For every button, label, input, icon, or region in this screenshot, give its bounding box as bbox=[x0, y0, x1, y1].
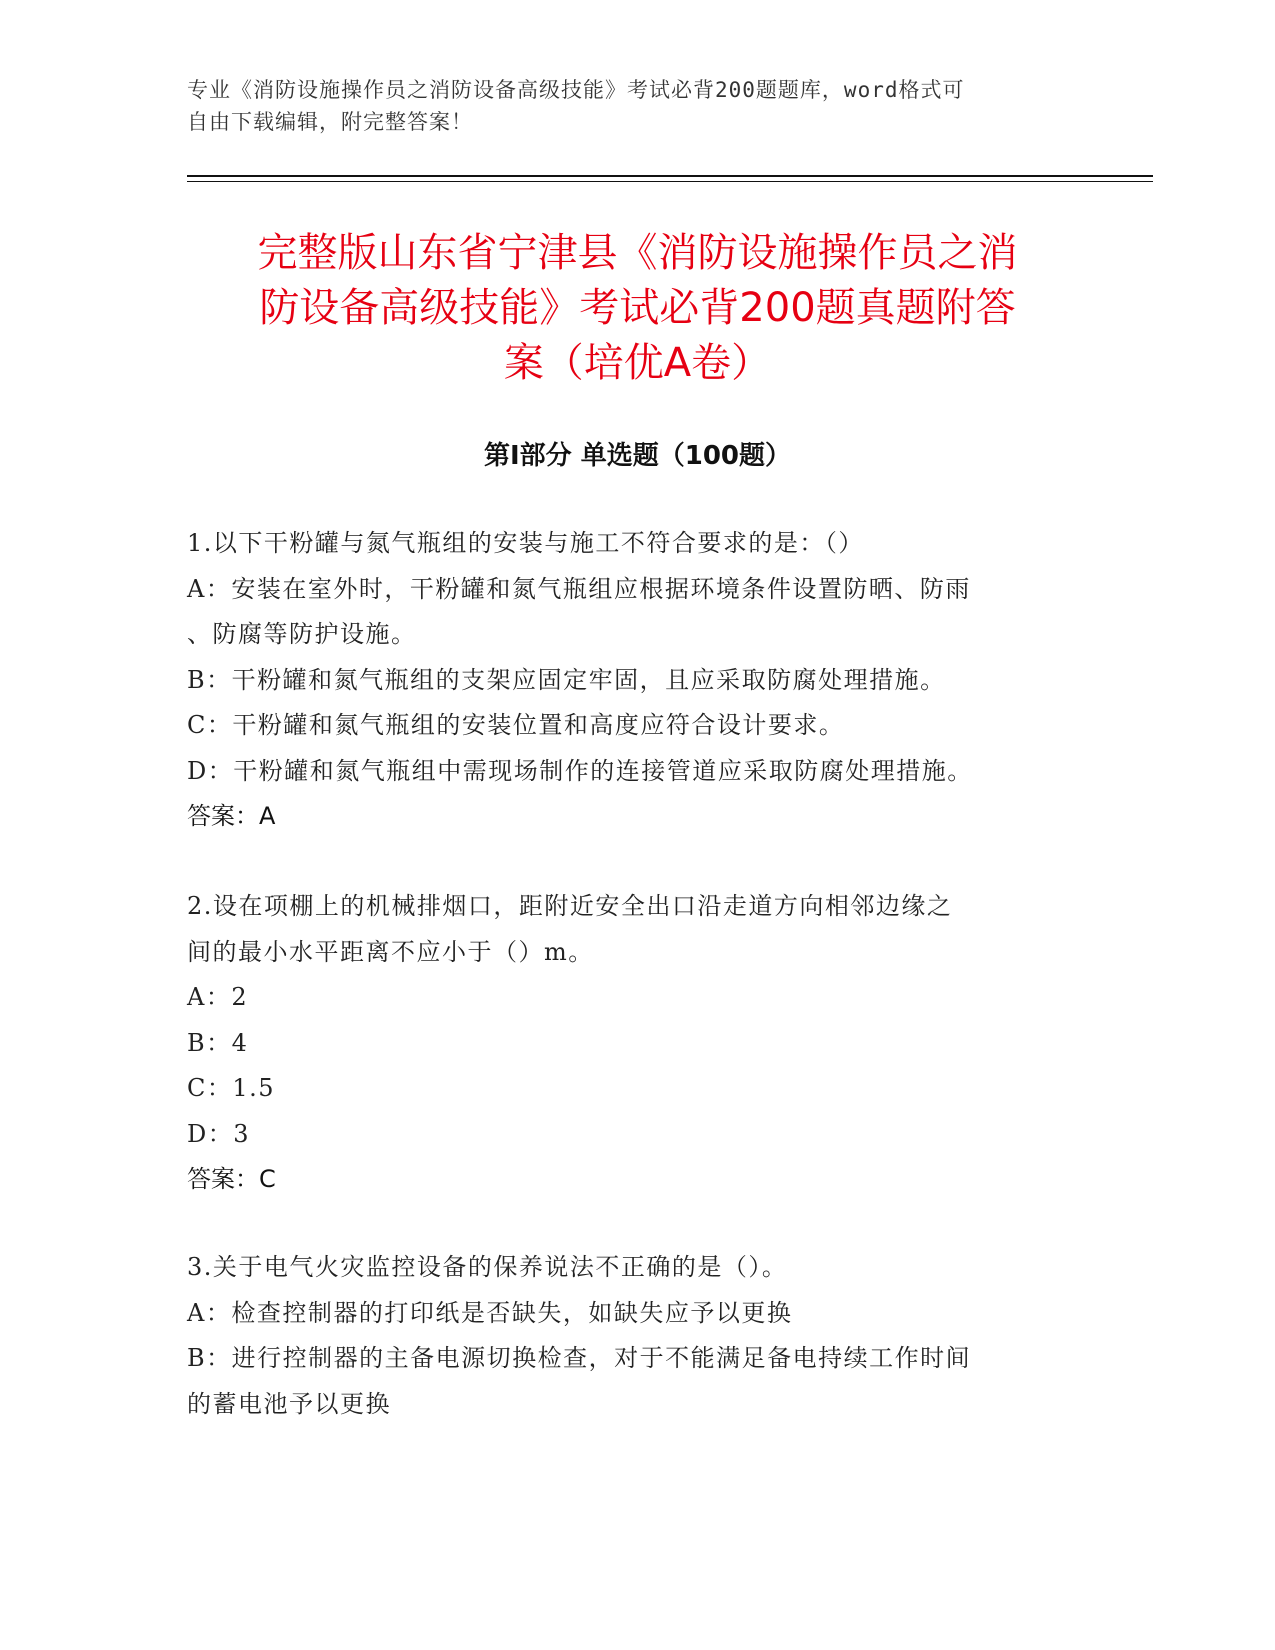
answer-label: 答案：A bbox=[187, 802, 276, 830]
question-stem: 2.设在项棚上的机械排烟口，距附近安全出口沿走道方向相邻边缘之 bbox=[187, 892, 953, 920]
header-divider-thin bbox=[187, 181, 1153, 182]
question-stem-continued: 间的最小水平距离不应小于（）m。 bbox=[187, 937, 594, 966]
header-note-line: 自由下载编辑，附完整答案！ bbox=[187, 110, 473, 134]
option-a: A：检查控制器的打印纸是否缺失，如缺失应予以更换 bbox=[187, 1298, 793, 1327]
option-c: C：干粉罐和氮气瓶组的安装位置和高度应符合设计要求。 bbox=[187, 711, 845, 739]
question-2 bbox=[187, 884, 1067, 1203]
header-note bbox=[187, 74, 1067, 138]
option-d: D：3 bbox=[187, 1119, 251, 1148]
question-stem: 3.关于电气火灾监控设备的保养说法不正确的是（）。 bbox=[187, 1253, 788, 1281]
option-b-continued: 的蓄电池予以更换 bbox=[187, 1389, 391, 1418]
answer-label: 答案：C bbox=[187, 1165, 276, 1193]
option-d: D：干粉罐和氮气瓶组中需现场制作的连接管道应采取防腐处理措施。 bbox=[187, 756, 973, 785]
header-divider-thick bbox=[187, 175, 1153, 177]
option-b: B：干粉罐和氮气瓶组的支架应固定牢固，且应采取防腐处理措施。 bbox=[187, 665, 946, 694]
option-a: A：2 bbox=[187, 983, 249, 1011]
section-title: 第I部分 单选题（100题） bbox=[484, 441, 791, 471]
header-note-line: 专业《消防设施操作员之消防设备高级技能》考试必背200题题库，word格式可 bbox=[187, 78, 965, 102]
question-1 bbox=[187, 521, 1067, 840]
document-title-line: 案（培优A卷） bbox=[503, 340, 772, 386]
option-a-continued: 、防腐等防护设施。 bbox=[187, 620, 417, 648]
option-c: C：1.5 bbox=[187, 1074, 276, 1102]
document-title bbox=[190, 226, 1085, 391]
question-3 bbox=[187, 1245, 1067, 1427]
document-title-line: 完整版山东省宁津县《消防设施操作员之消 bbox=[257, 230, 1018, 276]
document-title-line: 防设备高级技能》考试必背200题真题附答 bbox=[259, 285, 1016, 331]
option-b: B：进行控制器的主备电源切换检查，对于不能满足备电持续工作时间 bbox=[187, 1344, 972, 1372]
option-b: B：4 bbox=[187, 1028, 249, 1057]
option-a: A：安装在室外时，干粉罐和氮气瓶组应根据环境条件设置防晒、防雨 bbox=[187, 574, 971, 603]
question-stem: 1.以下干粉罐与氮气瓶组的安装与施工不符合要求的是：（） bbox=[187, 529, 864, 557]
